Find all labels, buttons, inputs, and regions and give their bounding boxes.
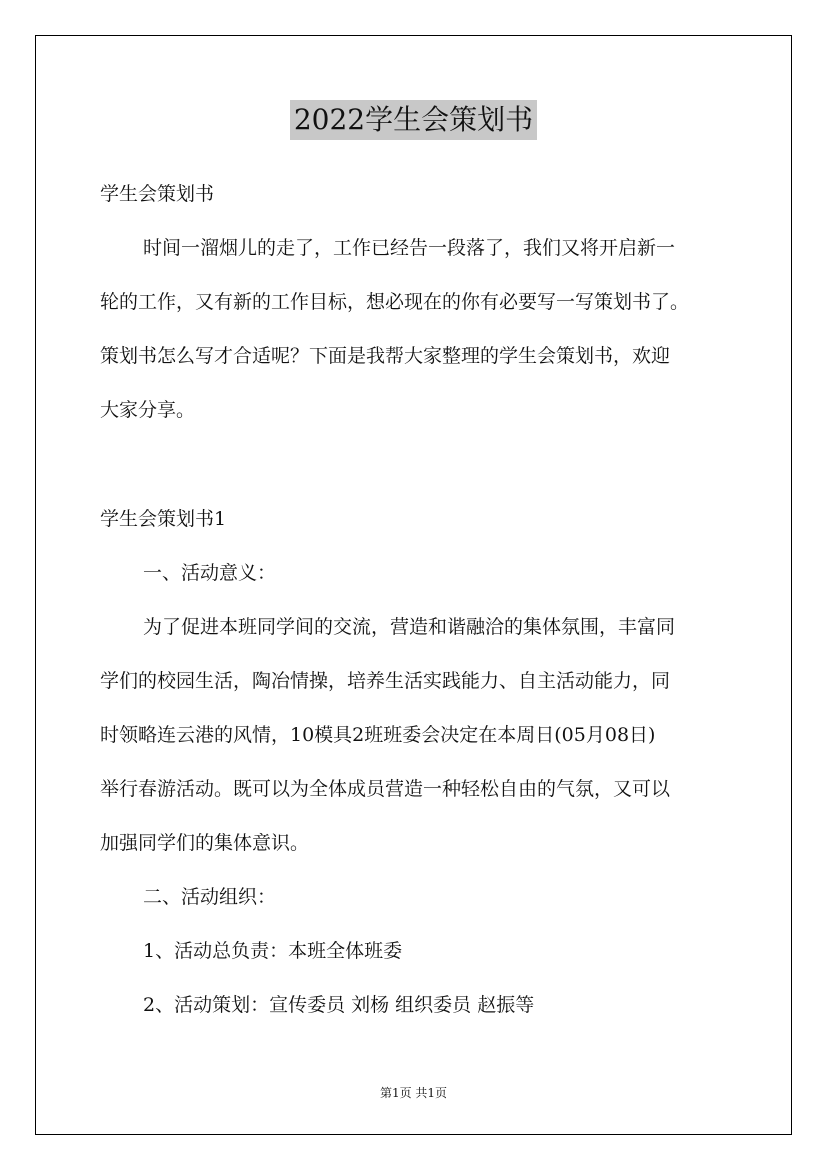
paragraph-line: 加强同学们的集体意识。 [100,832,310,854]
title-container [0,100,827,140]
list-item: 2、活动策划：宣传委员 刘杨 组织委员 赵振等 [143,994,535,1016]
page-number-footer: 第1页 共1页 [379,1086,448,1100]
subsection-heading: 一、活动意义： [143,562,277,584]
section-heading: 学生会策划书1 [100,508,227,530]
heading-line: 学生会策划书 [100,183,215,205]
paragraph-line: 为了促进本班同学间的交流，营造和谐融洽的集体氛围，丰富同 [143,616,676,638]
paragraph-line: 举行春游活动。既可以为全体成员营造一种轻松自由的气氛，又可以 [100,778,671,800]
paragraph-line: 大家分享。 [100,399,196,421]
subsection-heading: 二、活动组织： [143,886,277,908]
paragraph-line: 轮的工作，又有新的工作目标，想必现在的你有必要写一写策划书了。 [100,291,690,313]
document-title: 2022学生会策划书 [290,100,537,140]
paragraph-line: 时领略连云港的风情，10模具2班班委会决定在本周日(05月08日) [100,724,656,746]
list-item: 1、活动总负责：本班全体班委 [143,940,403,962]
paragraph-line: 学们的校园生活，陶冶情操，培养生活实践能力、自主活动能力，同 [100,670,671,692]
paragraph-line: 时间一溜烟儿的走了，工作已经告一段落了，我们又将开启新一 [143,237,676,259]
paragraph-line: 策划书怎么写才合适呢？下面是我帮大家整理的学生会策划书，欢迎 [100,345,671,367]
